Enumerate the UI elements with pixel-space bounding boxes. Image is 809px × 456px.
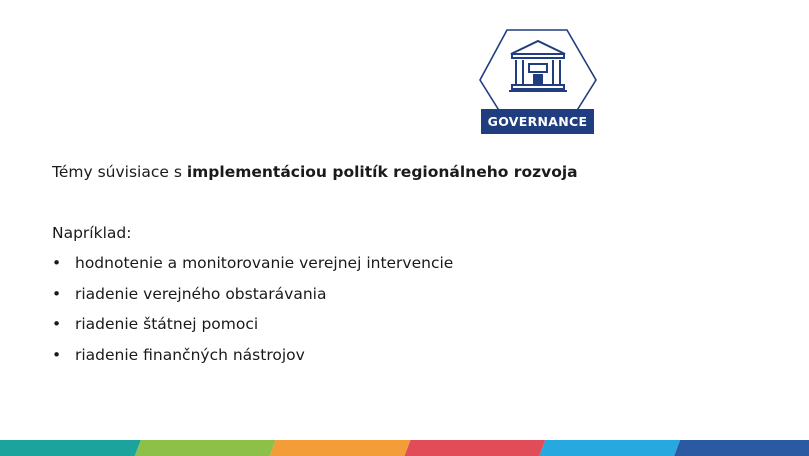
stripe-segment (405, 440, 546, 456)
list-item-text: riadenie štátnej pomoci (75, 315, 259, 333)
bullet-marker: • (52, 254, 62, 272)
list-item-text: riadenie finančných nástrojov (75, 345, 305, 364)
stripe-segment (539, 440, 680, 456)
stripe-segment (135, 440, 276, 456)
list-item-text: riadenie verejného obstarávania (75, 284, 327, 303)
example-label: Napríklad: (52, 224, 132, 242)
intro-emphasis: implementáciou politík regionálneho rozvoja (186, 163, 578, 181)
stripe-segment (0, 440, 141, 456)
list-item-text: hodnotenie a monitorovanie verejnej intervencie (75, 254, 454, 272)
intro-prefix: Témy súvisiace s (52, 163, 187, 181)
bullet-marker: • (52, 345, 62, 364)
bullet-marker: • (52, 284, 62, 303)
governance-logo (478, 28, 598, 136)
color-stripe (0, 440, 809, 456)
logo-label: GOVERNANCE (481, 109, 594, 134)
bullet-marker: • (52, 315, 62, 333)
stripe-segment (674, 440, 809, 456)
stripe-segment (270, 440, 411, 456)
intro-text (52, 162, 578, 182)
